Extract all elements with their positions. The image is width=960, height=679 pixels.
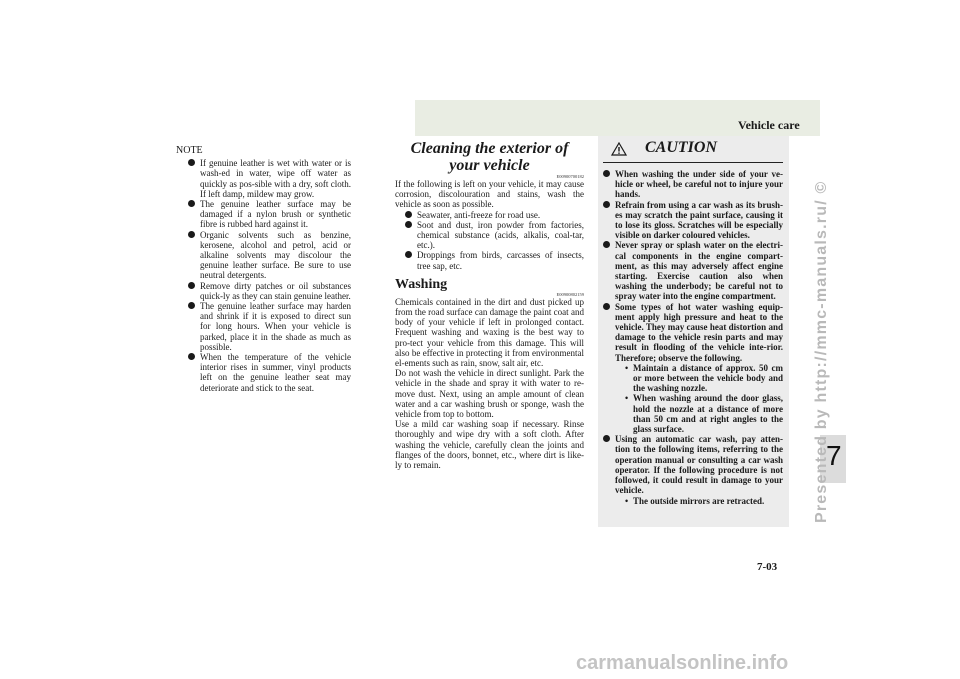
bullet-icon [603, 201, 610, 208]
page-number: 7-03 [757, 561, 778, 573]
washing-paragraph: Do not wash the vehicle in direct sunlight. Park the vehicle in the shade and spray it with water to re-move dust. Next, using an ample amount of clean water and a car washing brush or sponge, wash the vehicle from top to bottom. [395, 368, 584, 420]
caution-text: Using an automatic car wash, pay atten-tion to the following items, referring to the operation manual or consulting a car wash operator. If the following procedure is not followed, it could result in damage to your vehicle. [615, 434, 783, 496]
section-header-title: Vehicle care [738, 118, 800, 132]
list-item [405, 220, 584, 251]
list-item [188, 301, 351, 352]
washing-paragraph: Use a mild car washing soap if necessary. Rinse thoroughly and wipe dry with a soft cloth. After washing the vehicle, carefully clean the joints and flanges of the doors, bonnet, etc., where dirt is like-ly to remain. [395, 419, 584, 471]
sub-bullet-icon: • [625, 362, 629, 373]
caution-header [603, 140, 783, 163]
cleaning-column [395, 140, 584, 470]
sub-item-text: The outside mirrors are retracted. [633, 495, 765, 506]
bullet-icon [603, 303, 610, 310]
caution-list [603, 169, 783, 506]
list-item [603, 240, 783, 301]
cleaning-item-text: Droppings from birds, carcasses of insects, tree sap, etc. [417, 250, 584, 271]
bullet-icon [405, 211, 412, 218]
note-text: Remove dirty patches or oil substances quick-ly as they can stain genuine leather. [200, 280, 351, 301]
sub-item-text: When washing around the door glass, hold the nozzle at a distance of more than 50 cm and at right angles to the glass surface. [633, 393, 783, 435]
list-item [603, 434, 783, 505]
bullet-icon [188, 353, 195, 360]
cleaning-code: E00900700182 [556, 174, 584, 179]
bullet-icon [603, 435, 610, 442]
chapter-number: 7 [826, 440, 842, 471]
caution-text: Refrain from using a car wash as its brush-es may scratch the paint surface, causing it to lose its gloss. Scratches will be especially visible on darker coloured vehicles. [615, 199, 783, 241]
list-item [188, 158, 351, 199]
watermark-bottom: carmanualsonline.info [576, 652, 789, 674]
list-item [405, 210, 584, 220]
washing-title: Washing [395, 276, 448, 292]
sub-bullet-icon: • [625, 393, 629, 404]
note-text: If genuine leather is wet with water or is wash-ed in water, wipe off water as quickly as pos-sible with a dry, soft cloth. If left damp, mildew may grow. [200, 158, 351, 199]
caution-text: When washing the under side of your ve-hicle or wheel, be careful not to injure your hands. [615, 169, 783, 200]
washing-paragraph: Chemicals contained in the dirt and dust picked up from the road surface can damage the paint coat and body of your vehicle if left in prolonged contact. Frequent washing and waxing is the best way to pro-tect your vehicle from this damage. This will also be effective in protecting it from environmental el-ements such as rain, snow, salt air, etc. [395, 296, 584, 369]
sub-item [625, 393, 783, 434]
caution-column [603, 140, 783, 506]
list-item [188, 352, 351, 393]
note-title: NOTE [176, 145, 203, 156]
cleaning-item-text: Seawater, anti-freeze for road use. [417, 209, 541, 220]
note-text: The genuine leather surface may be damaged if a nylon brush or synthetic fibre is rubbed hard against it. [200, 199, 351, 230]
list-item [188, 199, 351, 230]
cleaning-intro: If the following is left on your vehicle, it may cause corrosion, discolouration and stains, wash the vehicle as soon as possible. [395, 179, 584, 210]
warning-triangle-icon [611, 142, 627, 156]
note-text: Organic solvents such as benzine, kerosene, alcohol and petrol, acid or alkaline solvents may discolour the genuine leather surface. Be sure to use neutral detergents. [200, 229, 351, 281]
bullet-icon [405, 221, 412, 228]
list-item [188, 230, 351, 281]
list-item [603, 302, 783, 435]
bullet-icon [188, 302, 195, 309]
caution-text: Some types of hot water washing equip-ment apply high pressure and heat to the vehicle. They may cause heat distortion and damage to the vehicle resin parts and may result in flooding of the vehicle inte-rior. Therefore; observe the following. [615, 301, 783, 363]
washing-code: E00900802159 [556, 291, 584, 297]
note-list [188, 158, 351, 393]
watermark-vertical: Presented by http://mmc-manuals.ru/ © [813, 180, 830, 523]
bullet-icon [405, 251, 412, 258]
caution-text: Never spray or splash water on the electri-cal components in the engine compart-ment, as this may adversely affect engine starting. Exercise caution also when washing the underbody; be careful not to spray water into the engine compartment. [615, 240, 783, 302]
sub-item [625, 496, 783, 506]
bullet-icon [188, 159, 195, 166]
note-column [176, 145, 351, 393]
cleaning-item-text: Soot and dust, iron powder from factories, chemical substance (acids, alkalis, coal-tar, etc.). [417, 219, 584, 251]
bullet-icon [188, 200, 195, 207]
cleaning-title: Cleaning the exterior of your vehicle [410, 140, 569, 174]
sub-item [625, 363, 783, 394]
sub-bullet-icon: • [625, 495, 629, 506]
note-text: When the temperature of the vehicle interior rises in summer, vinyl products left on the genuine leather seat may deteriorate and stick to the seat. [200, 352, 351, 393]
list-item [603, 200, 783, 241]
note-text: The genuine leather surface may harden and shrink if it is exposed to direct sun for long hours. When your vehicle is parked, place it in the shade as much as possible. [200, 301, 351, 352]
cleaning-list [405, 210, 584, 271]
bullet-icon [188, 282, 195, 289]
bullet-icon [603, 241, 610, 248]
caution-title: CAUTION [645, 139, 718, 156]
sub-item-text: Maintain a distance of approx. 50 cm or more between the vehicle body and the washing nozzle. [633, 362, 783, 394]
list-item [188, 281, 351, 301]
bullet-icon [188, 231, 195, 238]
list-item [603, 169, 783, 200]
bullet-icon [603, 170, 610, 177]
list-item [405, 250, 584, 270]
